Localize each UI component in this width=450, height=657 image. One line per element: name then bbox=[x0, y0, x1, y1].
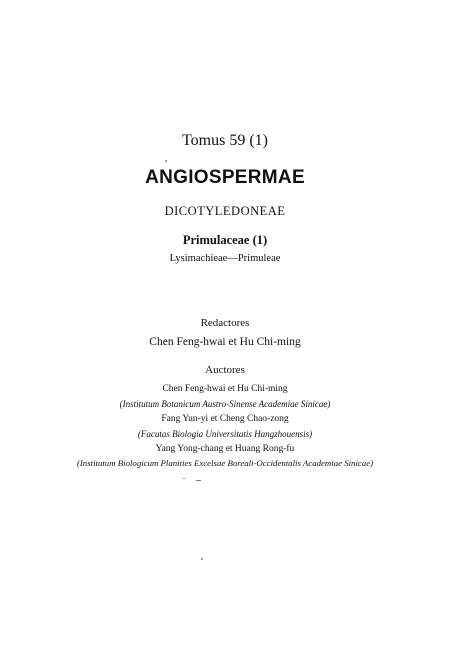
auctores-heading: Auctores bbox=[205, 364, 245, 376]
scan-speck bbox=[201, 558, 203, 560]
scan-speck bbox=[165, 160, 167, 162]
redactores-names: Chen Feng-hwai et Hu Chi-ming bbox=[149, 336, 301, 348]
author-names: Chen Feng-hwai et Hu Chi-ming bbox=[162, 384, 288, 394]
author-institution: (Facutas Biologia Universitatis Hangzhouensis) bbox=[137, 429, 313, 439]
scan-speck bbox=[183, 478, 185, 479]
author-names: Yang Yong-chang et Huang Rong-fu bbox=[155, 444, 295, 454]
family-name: Primulaceae (1) bbox=[182, 233, 268, 247]
author-names: Fang Yun-yi et Cheng Chao-zong bbox=[161, 414, 289, 424]
author-institution: (Institutum Biologicum Planities Excelsae Boreali-Occidentalis Academiae Sinicae) bbox=[76, 458, 374, 468]
division-title: ANGIOSPERMAE bbox=[145, 167, 305, 188]
scan-speck bbox=[196, 480, 201, 481]
class-name: DICOTYLEDONEAE bbox=[164, 204, 286, 218]
author-institution: (Institutum Botanicum Austro-Sinense Academiae Sinicae) bbox=[119, 399, 331, 409]
volume-number: Tomus 59 (1) bbox=[182, 132, 268, 149]
tribes-name: Lysimachieae—Primuleae bbox=[169, 253, 281, 264]
redactores-heading: Redactores bbox=[200, 317, 250, 329]
